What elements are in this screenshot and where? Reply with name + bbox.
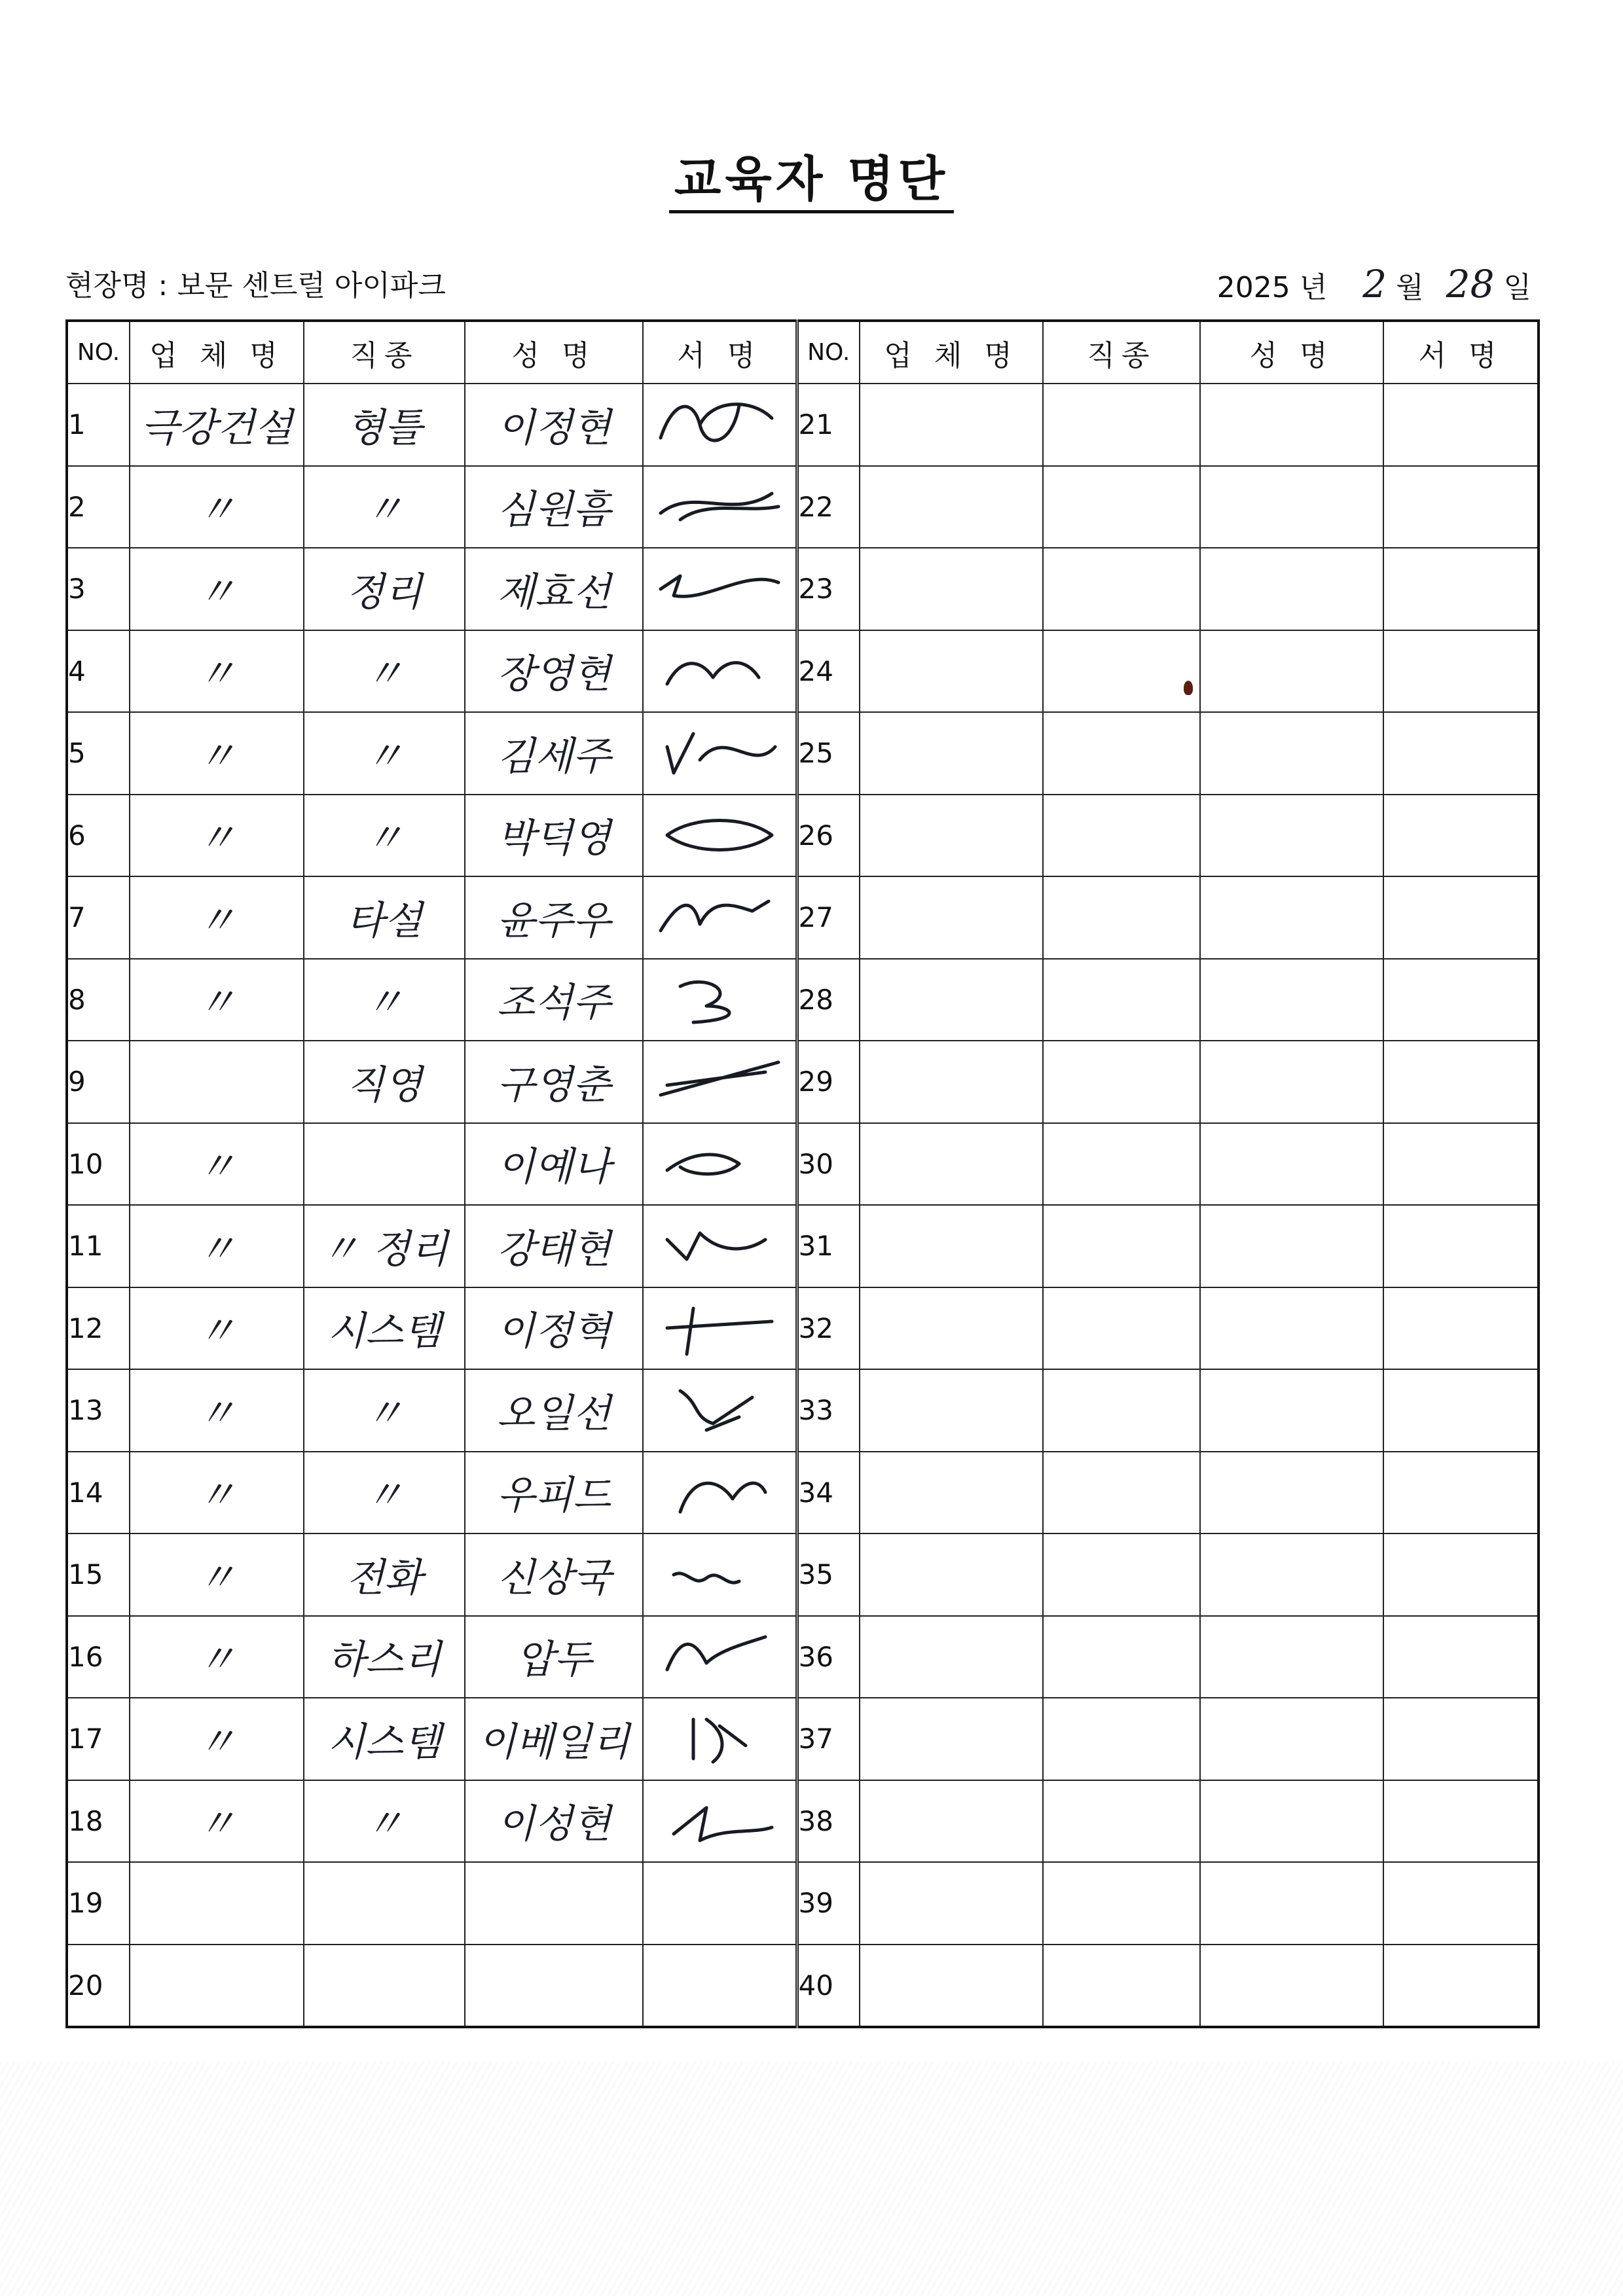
signature-mark [654,1378,785,1443]
row-no: 30 [797,1123,860,1206]
row-no: 27 [797,876,860,959]
signature-cell [1383,1287,1539,1370]
signature-cell [643,1945,797,2028]
trade-cell: 정리 [304,548,465,630]
signature-cell [643,1862,797,1945]
signature-cell [1383,1862,1539,1945]
company-cell [860,876,1043,959]
company-cell: 〃 [130,1534,304,1616]
row-no: 20 [67,1945,130,2028]
signature-cell [643,959,797,1041]
table-row [67,1698,1539,1780]
company-cell [860,712,1043,795]
name-cell: 조석주 [465,959,643,1041]
trade-cell [304,1945,465,2028]
name-cell: 제효선 [465,548,643,630]
header-signature-left: 서 명 [643,321,797,384]
name-cell [1200,795,1383,877]
company-cell [860,795,1043,877]
trade-cell [1043,1862,1200,1945]
trade-cell: 직영 [304,1041,465,1123]
trade-cell [1043,1287,1200,1370]
row-no: 38 [797,1780,860,1863]
row-no: 9 [67,1041,130,1123]
trade-cell: 〃 [304,1369,465,1452]
name-cell [1200,1780,1383,1863]
trade-cell [1043,959,1200,1041]
table-row [67,1369,1539,1452]
company-cell [860,630,1043,713]
row-no: 40 [797,1945,860,2028]
signature-mark [654,967,785,1032]
row-no: 12 [67,1287,130,1370]
signature-mark [654,1131,785,1196]
company-cell: 〃 [130,1780,304,1863]
name-cell: 이베일리 [465,1698,643,1780]
trade-cell [1043,548,1200,630]
table-row [67,1945,1539,2028]
trade-cell: 시스템 [304,1287,465,1370]
table-row [67,795,1539,877]
signature-cell [643,1452,797,1534]
company-cell [860,1780,1043,1863]
row-no: 25 [797,712,860,795]
name-cell: 구영춘 [465,1041,643,1123]
trade-cell [1043,466,1200,548]
company-cell: 〃 [130,548,304,630]
signature-mark [654,1542,785,1607]
table-row [67,1041,1539,1123]
trade-cell [1043,1616,1200,1698]
row-no: 18 [67,1780,130,1863]
date-year-unit: 년 [1299,271,1328,304]
trade-cell [304,1862,465,1945]
name-cell [1200,1123,1383,1206]
trade-cell: 하스리 [304,1616,465,1698]
signature-cell [1383,1123,1539,1206]
signature-mark [654,802,785,868]
signature-mark [654,1624,785,1689]
signature-cell [643,548,797,630]
name-cell: 김세주 [465,712,643,795]
row-no: 1 [67,384,130,466]
trade-cell: 타설 [304,876,465,959]
company-cell [860,1698,1043,1780]
signature-cell [643,1369,797,1452]
header-row [67,321,1539,384]
name-cell [1200,1698,1383,1780]
company-cell [860,1369,1043,1452]
header-company-right: 업 체 명 [860,321,1043,384]
company-cell: 〃 [130,630,304,713]
company-cell [860,466,1043,548]
row-no: 23 [797,548,860,630]
signature-mark [654,721,785,786]
row-no: 16 [67,1616,130,1698]
name-cell: 윤주우 [465,876,643,959]
table-row [67,384,1539,466]
scan-grain [0,2062,1623,2296]
name-cell: 장영현 [465,630,643,713]
name-cell: 박덕영 [465,795,643,877]
row-no: 37 [797,1698,860,1780]
signature-cell [1383,466,1539,548]
signature-cell [1383,795,1539,877]
name-cell: 오일선 [465,1369,643,1452]
signature-cell [1383,384,1539,466]
trade-cell [1043,712,1200,795]
signature-cell [643,1534,797,1616]
company-cell [860,384,1043,466]
signature-cell [1383,1698,1539,1780]
row-no: 34 [797,1452,860,1534]
signature-cell [643,1205,797,1287]
name-cell [465,1862,643,1945]
date-line [1217,262,1531,306]
company-cell [860,1616,1043,1698]
trade-cell [1043,876,1200,959]
row-no: 28 [797,959,860,1041]
row-no: 35 [797,1534,860,1616]
company-cell: 〃 [130,795,304,877]
company-cell: 〃 [130,1287,304,1370]
signature-mark [654,1788,785,1854]
company-cell [860,1287,1043,1370]
table-row [67,1287,1539,1370]
signature-cell [1383,548,1539,630]
table-row [67,876,1539,959]
row-no: 31 [797,1205,860,1287]
row-no: 21 [797,384,860,466]
name-cell [1200,1862,1383,1945]
date-day: 28 [1446,262,1495,306]
document-title: 교육자 명단 [0,141,1623,210]
signature-cell [643,876,797,959]
name-cell: 이정혁 [465,1287,643,1370]
trade-cell [1043,1452,1200,1534]
signature-cell [1383,1534,1539,1616]
roster-table [65,319,1540,2028]
name-cell [1200,1287,1383,1370]
signature-cell [643,1616,797,1698]
name-cell [1200,1041,1383,1123]
row-no: 5 [67,712,130,795]
company-cell [130,1862,304,1945]
company-cell: 〃 [130,1698,304,1780]
company-cell: 〃 [130,1369,304,1452]
trade-cell [1043,1041,1200,1123]
signature-mark [654,474,785,539]
trade-cell [304,1123,465,1206]
company-cell [860,1041,1043,1123]
trade-cell: 〃 정리 [304,1205,465,1287]
signature-mark [654,1460,785,1525]
company-cell [860,1534,1043,1616]
row-no: 17 [67,1698,130,1780]
name-cell: 이정현 [465,384,643,466]
row-no: 4 [67,630,130,713]
table-row [67,712,1539,795]
signature-cell [643,630,797,713]
signature-cell [1383,630,1539,713]
trade-cell: 형틀 [304,384,465,466]
row-no: 7 [67,876,130,959]
trade-cell [1043,384,1200,466]
table-row [67,1205,1539,1287]
row-no: 29 [797,1041,860,1123]
company-cell: 〃 [130,466,304,548]
company-cell [860,548,1043,630]
trade-cell [1043,630,1200,713]
trade-cell: 〃 [304,630,465,713]
row-no: 10 [67,1123,130,1206]
row-no: 36 [797,1616,860,1698]
row-no: 8 [67,959,130,1041]
table-row [67,1534,1539,1616]
name-cell [1200,1369,1383,1452]
date-day-unit: 일 [1503,271,1531,304]
company-cell: 〃 [130,959,304,1041]
trade-cell: 〃 [304,1452,465,1534]
signature-mark [654,1706,785,1772]
company-cell: 〃 [130,876,304,959]
signature-cell [1383,1945,1539,2028]
trade-cell [1043,1945,1200,2028]
trade-cell: 〃 [304,959,465,1041]
table-row [67,548,1539,630]
signature-cell [643,1698,797,1780]
company-cell [860,1452,1043,1534]
header-company-left: 업 체 명 [130,321,304,384]
company-cell [130,1041,304,1123]
name-cell [1200,876,1383,959]
name-cell [1200,548,1383,630]
name-cell [1200,1534,1383,1616]
signature-cell [643,1123,797,1206]
company-cell: 극강건설 [130,384,304,466]
name-cell [1200,1205,1383,1287]
name-cell: 이예나 [465,1123,643,1206]
signature-cell [1383,1369,1539,1452]
date-month: 2 [1362,262,1387,306]
signature-cell [1383,1452,1539,1534]
trade-cell [1043,1780,1200,1863]
company-cell: 〃 [130,1123,304,1206]
signature-cell [643,1780,797,1863]
signature-cell [1383,1041,1539,1123]
trade-cell [1043,1534,1200,1616]
trade-cell: 전화 [304,1534,465,1616]
signature-cell [1383,876,1539,959]
header-name-left: 성 명 [465,321,643,384]
table-row [67,466,1539,548]
company-cell [860,1123,1043,1206]
row-no: 33 [797,1369,860,1452]
trade-cell [1043,1123,1200,1206]
site-separator: : [158,269,168,302]
row-no: 24 [797,630,860,713]
row-no: 32 [797,1287,860,1370]
name-cell: 우피드 [465,1452,643,1534]
signature-cell [643,466,797,548]
name-cell [465,1945,643,2028]
name-cell [1200,959,1383,1041]
row-no: 19 [67,1862,130,1945]
row-no: 11 [67,1205,130,1287]
company-cell [860,959,1043,1041]
signature-cell [643,384,797,466]
trade-cell: 〃 [304,795,465,877]
table-row [67,1616,1539,1698]
table-row [67,1780,1539,1863]
signature-cell [643,1041,797,1123]
row-no: 6 [67,795,130,877]
row-no: 22 [797,466,860,548]
company-cell [860,1945,1043,2028]
trade-cell: 〃 [304,712,465,795]
site-line [65,262,446,304]
signature-mark [654,1213,785,1279]
company-cell [130,1945,304,2028]
row-no: 15 [67,1534,130,1616]
name-cell: 이성현 [465,1780,643,1863]
table-row [67,1862,1539,1945]
header-no-right: NO. [797,321,860,384]
date-year: 2025 [1216,271,1290,304]
site-label: 현장명 [65,269,149,302]
name-cell [1200,384,1383,466]
company-cell: 〃 [130,1616,304,1698]
signature-mark [654,556,785,622]
trade-cell [1043,795,1200,877]
trade-cell: 시스템 [304,1698,465,1780]
name-cell: 압두 [465,1616,643,1698]
table-row [67,1452,1539,1534]
company-cell [860,1862,1043,1945]
signature-mark [654,638,785,704]
signature-cell [643,1287,797,1370]
name-cell [1200,1616,1383,1698]
company-cell: 〃 [130,1452,304,1534]
header-signature-right: 서 명 [1383,321,1539,384]
row-no: 14 [67,1452,130,1534]
row-no: 3 [67,548,130,630]
row-no: 13 [67,1369,130,1452]
site-name: 보문 센트럴 아이파크 [177,269,446,302]
company-cell [860,1205,1043,1287]
name-cell [1200,630,1383,713]
table-row [67,959,1539,1041]
signature-cell [643,795,797,877]
trade-cell: 〃 [304,1780,465,1863]
row-no: 39 [797,1862,860,1945]
header-trade-right: 직종 [1043,321,1200,384]
signature-mark [654,392,785,457]
table-row [67,1123,1539,1206]
signature-cell [1383,712,1539,795]
header-trade-left: 직종 [304,321,465,384]
table-row [67,630,1539,713]
row-no: 26 [797,795,860,877]
name-cell [1200,1452,1383,1534]
name-cell: 심원흠 [465,466,643,548]
trade-cell [1043,1698,1200,1780]
ink-speck [1184,681,1193,695]
trade-cell [1043,1369,1200,1452]
signature-mark [654,885,785,950]
signature-mark [654,1295,785,1361]
signature-cell [1383,959,1539,1041]
header-name-right: 성 명 [1200,321,1383,384]
signature-cell [1383,1205,1539,1287]
signature-cell [643,712,797,795]
company-cell: 〃 [130,712,304,795]
name-cell: 강태현 [465,1205,643,1287]
name-cell [1200,712,1383,795]
name-cell: 신상국 [465,1534,643,1616]
row-no: 2 [67,466,130,548]
company-cell: 〃 [130,1205,304,1287]
signature-cell [1383,1616,1539,1698]
signature-mark [654,1049,785,1115]
name-cell [1200,1945,1383,2028]
signature-cell [1383,1780,1539,1863]
date-month-unit: 월 [1396,271,1424,304]
trade-cell: 〃 [304,466,465,548]
name-cell [1200,466,1383,548]
trade-cell [1043,1205,1200,1287]
header-no-left: NO. [67,321,130,384]
